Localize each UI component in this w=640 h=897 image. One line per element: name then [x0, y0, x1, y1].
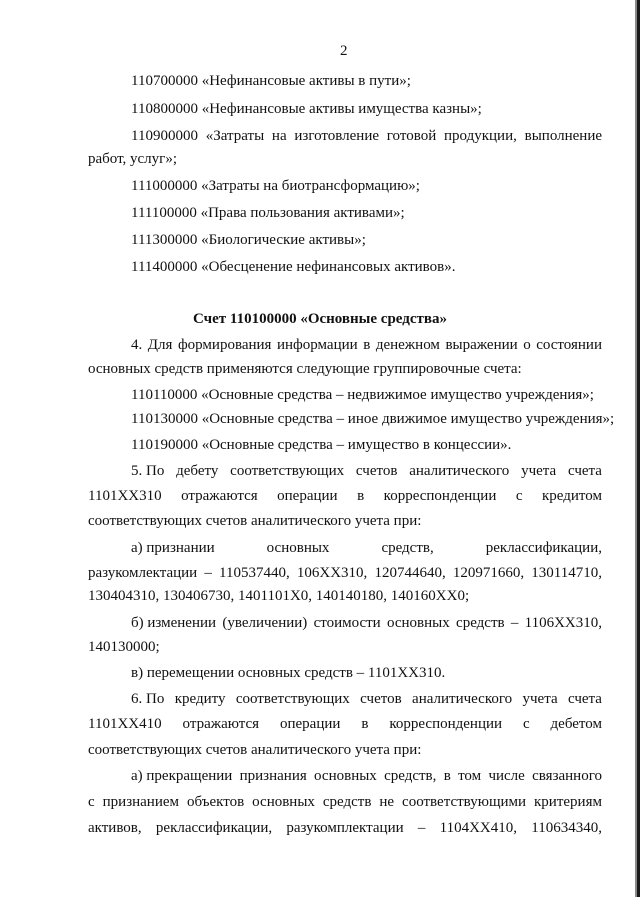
word: 120971660,	[452, 565, 525, 581]
word: «Затраты	[205, 128, 265, 144]
word: дебетом	[550, 716, 602, 732]
word: –	[510, 615, 519, 631]
list-item: 110800000 «Нефинансовые активы имущества казны»;	[131, 101, 482, 117]
word: корреспонденции	[383, 488, 497, 504]
word: признанием	[102, 794, 180, 810]
page-number: 2	[340, 43, 348, 59]
word: операции	[279, 716, 341, 732]
paragraph-line: в) перемещении основных средств – 1101ХХ310.	[131, 665, 446, 681]
word: соответствующими	[402, 794, 527, 810]
word: о	[523, 337, 531, 353]
paragraph-line	[131, 462, 602, 480]
word: разукомплектации	[286, 820, 404, 836]
paragraph-line: основных средств применяются следующие группировочные счета:	[88, 361, 522, 377]
word: счетов	[355, 463, 398, 479]
word: 4.	[131, 337, 143, 353]
word: не	[379, 794, 395, 810]
list-item: 111300000 «Биологические активы»;	[131, 232, 366, 248]
word: (увеличении)	[222, 615, 308, 631]
word: б) изменении	[131, 615, 217, 631]
word: –	[417, 820, 426, 836]
word: 1101ХХ410	[88, 716, 162, 732]
paragraph-line: работ, услуг»;	[88, 151, 177, 167]
paragraph-line	[88, 487, 602, 505]
word: –	[204, 565, 212, 581]
word: средств,	[384, 768, 437, 784]
word: разукомлектации	[88, 565, 198, 581]
word: 110900000	[131, 128, 198, 144]
word: связанного	[532, 768, 602, 784]
word: на	[271, 128, 287, 144]
word: корреспонденции	[389, 716, 503, 732]
word: 5. По	[131, 463, 165, 479]
paragraph-line	[131, 127, 602, 145]
word: состоянии	[536, 337, 602, 353]
paragraph-line	[131, 690, 602, 708]
word: основных	[387, 615, 450, 631]
word: информации	[276, 337, 358, 353]
word: аналитического	[412, 691, 513, 707]
paragraph-line	[88, 564, 602, 582]
word: денежном	[375, 337, 440, 353]
word: готовой	[386, 128, 437, 144]
word: числе	[488, 768, 525, 784]
word: соответствующих	[230, 463, 345, 479]
list-item: 111000000 «Затраты на биотрансформацию»;	[131, 178, 420, 194]
paragraph-line	[88, 793, 602, 811]
word: основных	[252, 794, 315, 810]
paragraph-line: 140130000;	[88, 639, 160, 655]
word: признания	[239, 768, 307, 784]
word: 130114710,	[531, 565, 602, 581]
word: а) прекращении	[131, 768, 233, 784]
word: средств,	[381, 540, 434, 556]
list-item: 110110000 «Основные средства – недвижимое имущество учреждения»;	[131, 387, 594, 403]
word: средств	[322, 794, 372, 810]
paragraph-line	[131, 539, 602, 557]
word: продукции,	[444, 128, 517, 144]
word: критериям	[534, 794, 602, 810]
list-item: 110700000 «Нефинансовые активы в пути»;	[131, 73, 411, 89]
word: в	[363, 337, 371, 353]
word: соответствующих	[235, 691, 350, 707]
paragraph-line	[131, 767, 602, 785]
word: средств	[456, 615, 505, 631]
word: счетов	[360, 691, 402, 707]
word: активов,	[88, 820, 142, 836]
word: стоимости	[313, 615, 381, 631]
paragraph-line	[88, 715, 602, 733]
word: объектов	[186, 794, 245, 810]
word: дебету	[176, 463, 219, 479]
word: отражаются	[182, 716, 260, 732]
word: формирования	[177, 337, 272, 353]
word: 120744640,	[374, 565, 446, 581]
word: том	[458, 768, 482, 784]
list-item: 111100000 «Права пользования активами»;	[131, 205, 405, 221]
word: Для	[147, 337, 173, 353]
word: выражении	[445, 337, 518, 353]
list-item: 110130000 «Основные средства – иное движимое имущество учреждения»;	[131, 411, 615, 427]
word: 1104ХХ410,	[439, 820, 517, 836]
word: счета	[567, 463, 602, 479]
paragraph-line	[88, 819, 602, 837]
word: в	[443, 768, 451, 784]
paragraph-line: 130404310, 130406730, 1401101Х0, 140140180, 140160ХХ0;	[88, 588, 470, 604]
word: 1106ХХ310,	[524, 615, 602, 631]
word: счета	[567, 691, 602, 707]
word: учета	[522, 691, 558, 707]
paragraph-line: соответствующих счетов аналитического учета при:	[88, 513, 422, 529]
word: основных	[266, 540, 330, 556]
word: изготовление	[294, 128, 380, 144]
word: с	[515, 488, 523, 504]
list-item: 111400000 «Обесценение нефинансовых активов».	[131, 259, 456, 275]
word: реклассификации,	[155, 820, 273, 836]
paragraph-line	[131, 614, 602, 632]
word: отражаются	[181, 488, 258, 504]
word: 106ХХ310,	[296, 565, 368, 581]
word: кредиту	[174, 691, 226, 707]
word: основных	[314, 768, 377, 784]
section-heading: Счет 110100000 «Основные средства»	[193, 311, 447, 327]
word: 110537440,	[219, 565, 290, 581]
word: кредитом	[542, 488, 602, 504]
word: 110634340,	[531, 820, 602, 836]
word: операции	[277, 488, 338, 504]
word: аналитического	[409, 463, 510, 479]
word: 1101ХХ310	[88, 488, 162, 504]
word: учета	[521, 463, 557, 479]
word: в	[361, 716, 369, 732]
paragraph-line: соответствующих счетов аналитического учета при:	[88, 742, 422, 758]
word: выполнение	[524, 128, 602, 144]
word: а) признании	[131, 540, 215, 556]
word: с	[88, 794, 95, 810]
word: 6. По	[131, 691, 165, 707]
word: в	[357, 488, 365, 504]
word: реклассификации,	[485, 540, 602, 556]
word: с	[522, 716, 530, 732]
list-item: 110190000 «Основные средства – имущество в концессии».	[131, 437, 512, 453]
paragraph-line	[131, 336, 602, 354]
